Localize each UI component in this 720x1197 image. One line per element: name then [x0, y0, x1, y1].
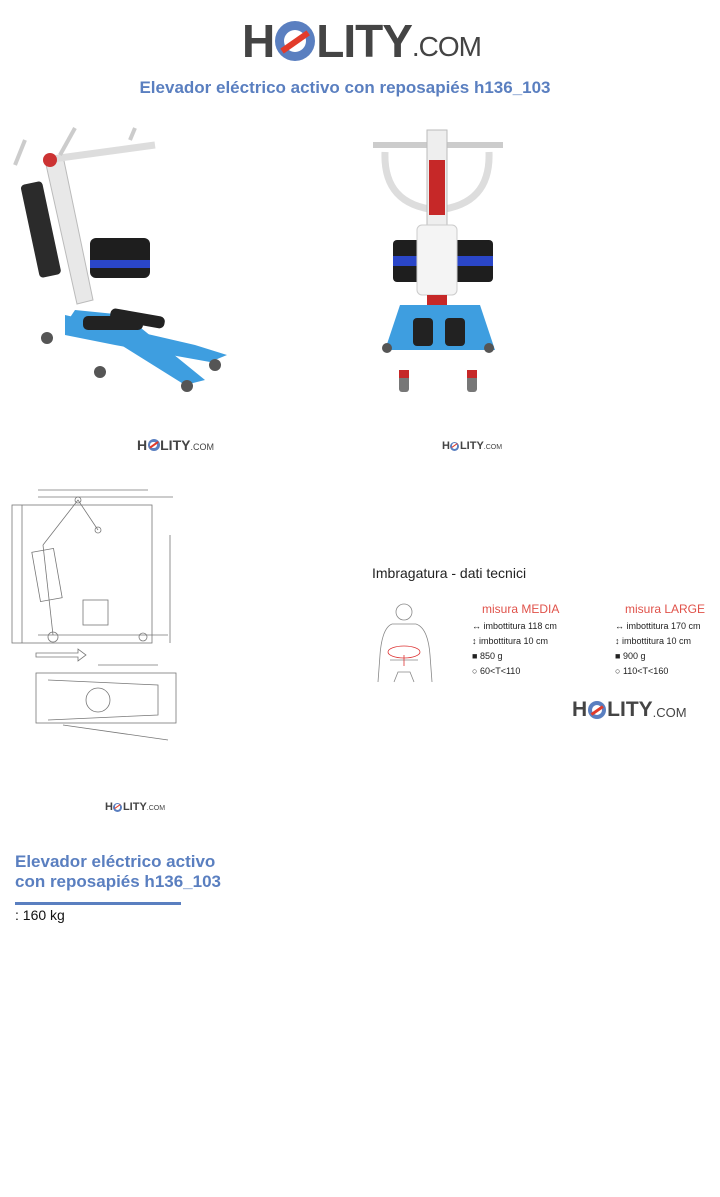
circumference-icon: ○	[472, 666, 478, 676]
spec-width: imbottitura 118 cm	[483, 621, 557, 631]
product-name	[15, 852, 245, 892]
size-media-label: misura MEDIA	[482, 602, 560, 616]
wm-lity: LITY	[459, 440, 484, 452]
product-front-image[interactable]	[365, 120, 510, 400]
image-watermark-logo	[105, 801, 165, 813]
wm-lity: LITY	[607, 698, 653, 721]
sling-heading: Imbragatura - dati tecnici	[372, 565, 527, 581]
holity-logo[interactable]	[242, 14, 481, 68]
width-arrow-icon: ↔	[615, 621, 624, 631]
spec-row	[615, 634, 701, 649]
logo-text-com: .COM	[411, 31, 482, 62]
wm-com: .COM	[483, 444, 503, 451]
logo-o-icon	[275, 21, 315, 61]
technical-drawing-image[interactable]	[8, 485, 188, 755]
product-name-line2: con reposapiés h136_103	[15, 872, 222, 891]
image-watermark-logo	[137, 437, 214, 453]
body-outline-icon	[372, 600, 442, 690]
product-name-line1: Elevador eléctrico activo	[15, 852, 216, 871]
spec-range: 110<T<160	[622, 666, 669, 676]
image-watermark-logo	[442, 440, 502, 452]
weight-icon: ■	[615, 651, 621, 661]
sling-figure-image	[372, 600, 442, 690]
spec-height: imbottitura 10 cm	[622, 636, 692, 646]
wm-lity: LITY	[122, 801, 147, 813]
height-arrow-icon: ↕	[472, 636, 477, 646]
spec-row	[472, 664, 557, 679]
page-title: Elevador eléctrico activo con reposapiés h136_103	[139, 78, 551, 97]
logo-o-icon	[588, 701, 606, 719]
wm-h: H	[572, 698, 588, 721]
capacity-spec: : 160 kg	[15, 907, 65, 923]
spec-width: imbottitura 170 cm	[626, 621, 701, 631]
title-underline	[15, 902, 181, 905]
lift-side-illustration	[5, 120, 235, 400]
logo-o-icon	[113, 803, 122, 812]
wm-com: .COM	[190, 441, 214, 452]
spec-range: 60<T<110	[479, 666, 521, 676]
width-arrow-icon: ↔	[472, 621, 481, 631]
logo-o-icon	[148, 439, 160, 451]
spec-weight: 900 g	[622, 651, 646, 661]
circumference-icon: ○	[615, 666, 621, 676]
spec-large-list	[615, 619, 701, 679]
spec-row	[615, 619, 701, 634]
wm-h: H	[137, 437, 148, 453]
product-side-image[interactable]	[5, 120, 235, 400]
wm-com: .COM	[652, 705, 687, 720]
wm-h: H	[442, 440, 450, 452]
spec-media-list	[472, 619, 557, 679]
wm-lity: LITY	[160, 437, 191, 453]
spec-height: imbottitura 10 cm	[479, 636, 549, 646]
image-watermark-logo	[572, 698, 687, 722]
dimension-drawing-illustration	[8, 485, 188, 755]
size-large-label: misura LARGE	[625, 602, 706, 616]
spec-row	[472, 634, 557, 649]
spec-row	[615, 649, 701, 664]
logo-text-h: H	[242, 15, 275, 67]
spec-row	[472, 619, 557, 634]
wm-h: H	[105, 801, 113, 813]
wm-com: .COM	[146, 805, 166, 812]
lift-front-illustration	[365, 120, 510, 400]
weight-icon: ■	[472, 651, 478, 661]
spec-weight: 850 g	[479, 651, 503, 661]
spec-row	[472, 649, 557, 664]
spec-row	[615, 664, 701, 679]
height-arrow-icon: ↕	[615, 636, 620, 646]
logo-o-icon	[450, 442, 459, 451]
logo-text-lity: LITY	[316, 15, 412, 67]
